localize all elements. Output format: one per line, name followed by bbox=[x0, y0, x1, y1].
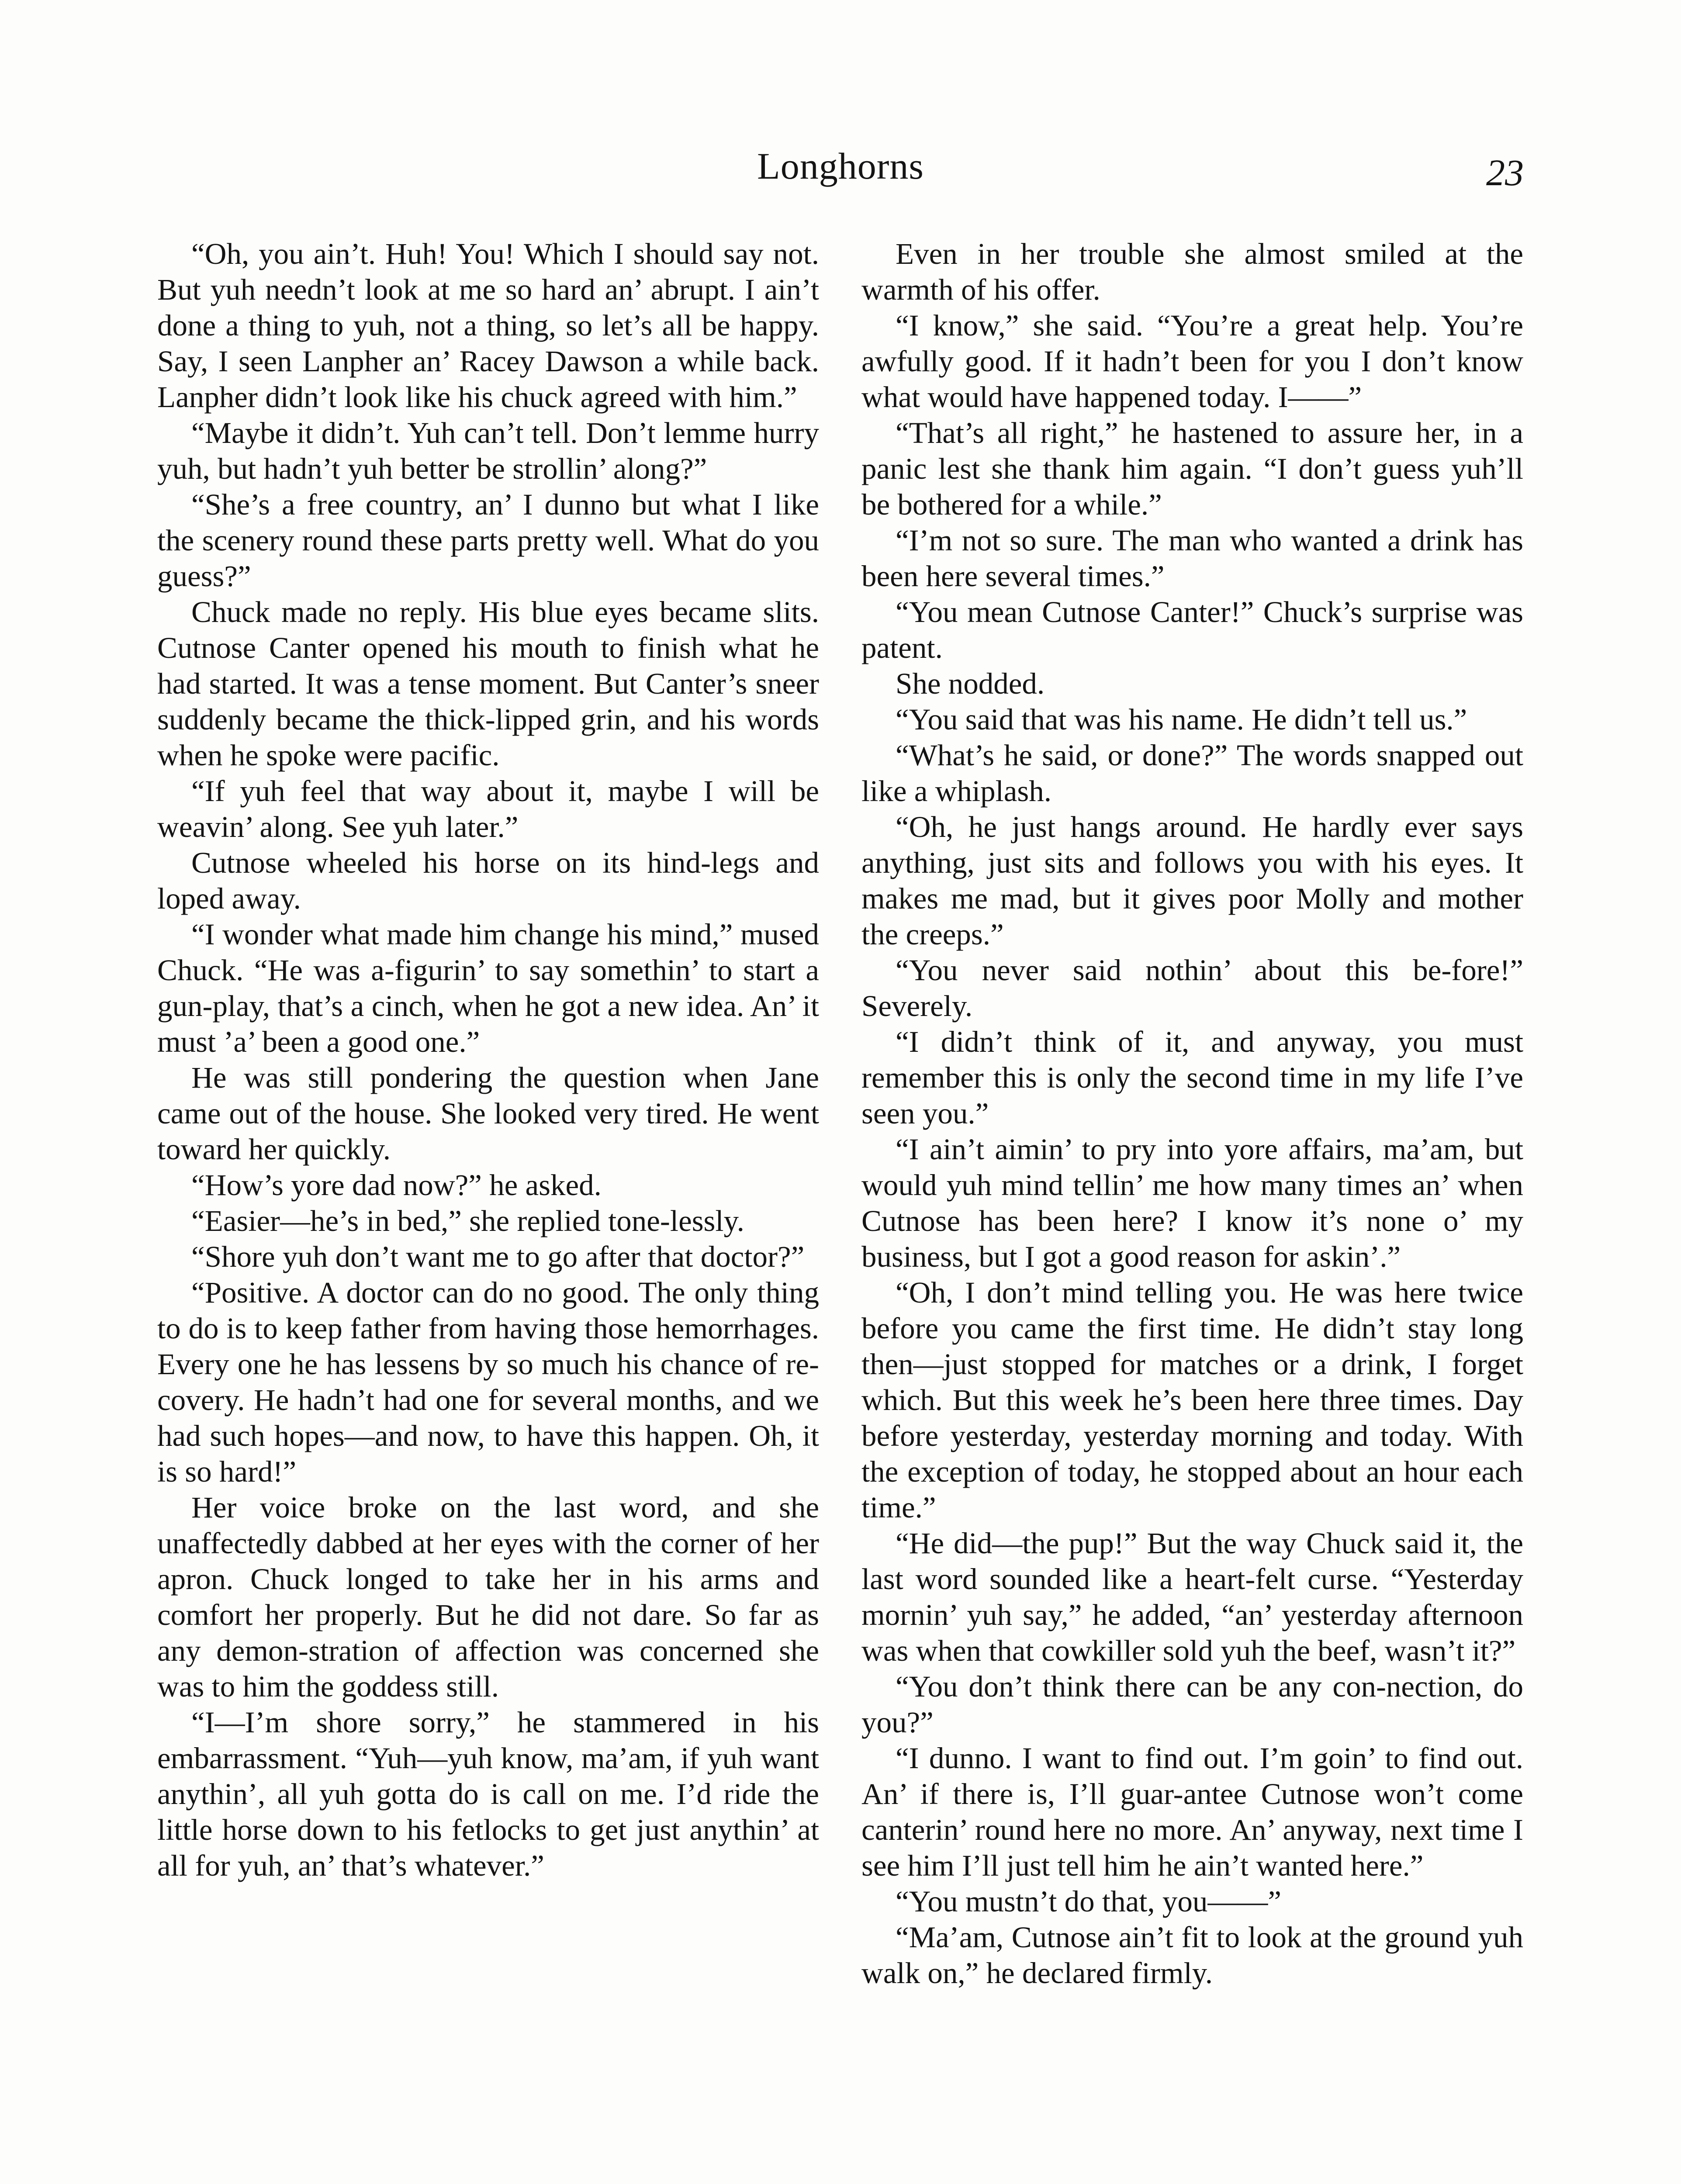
paragraph: “I—I’m shore sorry,” he stammered in his embarrassment. “Yuh—yuh know, ma’am, if yuh want anythin’, all yuh gotta do is call on me. I’d ride the little horse down to his fetlocks to get just anythin’ at all for yuh, an’ that’s whatever.” bbox=[157, 1706, 819, 1882]
paragraph: “He did—the pup!” But the way Chuck said it, the last word sounded like a heart-felt curse. “Yesterday mornin’ yuh say,” he added, “an’ yesterday afternoon was when that cowkiller sold yuh the beef, wasn’t it?” bbox=[861, 1527, 1523, 1667]
paragraph: “Shore yuh don’t want me to go after that doctor?” bbox=[191, 1240, 805, 1273]
paragraph: She nodded. bbox=[896, 667, 1045, 700]
right-text-column bbox=[861, 236, 1523, 1991]
paragraph: “What’s he said, or done?” The words snapped out like a whiplash. bbox=[861, 739, 1523, 808]
paragraph: “I dunno. I want to find out. I’m goin’ to find out. An’ if there is, I’ll guar-antee Cutnose won’t come canterin’ round here no more. An’ anyway, next time I see him I’ll just tell him he ain’t wanted here.” bbox=[861, 1742, 1523, 1882]
paragraph: Chuck made no reply. His blue eyes became slits. Cutnose Canter opened his mouth to finish what he had started. It was a tense moment. But Canter’s sneer suddenly became the thick-lipped grin, and his words when he spoke were pacific. bbox=[157, 595, 819, 772]
paragraph: “I didn’t think of it, and anyway, you must remember this is only the second time in my life I’ve seen you.” bbox=[861, 1025, 1523, 1130]
paragraph: “Easier—he’s in bed,” she replied tone-lessly. bbox=[191, 1204, 744, 1237]
paragraph: “I’m not so sure. The man who wanted a drink has been here several times.” bbox=[861, 524, 1523, 593]
paragraph: “If yuh feel that way about it, maybe I will be weavin’ along. See yuh later.” bbox=[157, 774, 819, 843]
paragraph: “You said that was his name. He didn’t tell us.” bbox=[896, 703, 1467, 736]
paragraph: “Oh, he just hangs around. He hardly ever says anything, just sits and follows you with his eyes. It makes me mad, but it gives poor Molly and mother the creeps.” bbox=[861, 810, 1523, 951]
paragraph: “You mustn’t do that, you——” bbox=[896, 1885, 1281, 1918]
paragraph: “Positive. A doctor can do no good. The only thing to do is to keep father from having those hemorrhages. Every one he has lessens by so much his chance of re-covery. He hadn’t had one for several months, and we had such hopes—and now, to have this happen. Oh, it is so hard!” bbox=[157, 1276, 819, 1488]
left-text-column bbox=[157, 236, 819, 1883]
paragraph: He was still pondering the question when Jane came out of the house. She looked very tired. He went toward her quickly. bbox=[157, 1061, 819, 1166]
paragraph: “You mean Cutnose Canter!” Chuck’s surprise was patent. bbox=[861, 595, 1523, 664]
paragraph: “How’s yore dad now?” he asked. bbox=[191, 1168, 602, 1202]
paragraph: “That’s all right,” he hastened to assure her, in a panic lest she thank him again. “I don’t guess yuh’ll be bothered for a while.” bbox=[861, 416, 1523, 521]
paragraph: “You never said nothin’ about this be-fore!” Severely. bbox=[861, 954, 1523, 1023]
paragraph: “I know,” she said. “You’re a great help. You’re awfully good. If it hadn’t been for you I don’t know what would have happened today. I——” bbox=[861, 309, 1523, 414]
paragraph: “Oh, I don’t mind telling you. He was here twice before you came the first time. He didn’t stay long then—just stopped for matches or a drink, I forget which. But this week he’s been here three times. Day before yesterday, yesterday morning and today. With the exception of today, he stopped about an hour each time.” bbox=[861, 1276, 1523, 1524]
paragraph: Cutnose wheeled his horse on its hind-legs and loped away. bbox=[157, 846, 819, 915]
page-number: 23 bbox=[1486, 152, 1524, 194]
paragraph: Even in her trouble she almost smiled at the warmth of his offer. bbox=[861, 237, 1523, 306]
paragraph: “She’s a free country, an’ I dunno but what I like the scenery round these parts pretty well. What do you guess?” bbox=[157, 488, 819, 593]
paragraph: Her voice broke on the last word, and she unaffectedly dabbed at her eyes with the corner of her apron. Chuck longed to take her in his arms and comfort her properly. But he did not dare. So far as any demon-stration of affection was concerned she was to him the goddess still. bbox=[157, 1491, 819, 1703]
paragraph: “You don’t think there can be any con-nection, do you?” bbox=[861, 1670, 1523, 1739]
paragraph: “I wonder what made him change his mind,” mused Chuck. “He was a-figurin’ to say somethin’ to start a gun-play, that’s a cinch, when he got a new idea. An’ it must ’a’ been a good one.” bbox=[157, 918, 819, 1058]
paragraph: “I ain’t aimin’ to pry into yore affairs, ma’am, but would yuh mind tellin’ me how many times an’ when Cutnose has been here? I know it’s none o’ my business, but I got a good reason for askin’.” bbox=[861, 1133, 1523, 1273]
paragraph: “Maybe it didn’t. Yuh can’t tell. Don’t lemme hurry yuh, but hadn’t yuh better be strollin’ along?” bbox=[157, 416, 819, 485]
paragraph: “Oh, you ain’t. Huh! You! Which I should say not. But yuh needn’t look at me so hard an’ abrupt. I ain’t done a thing to yuh, not a thing, so let’s all be happy. Say, I seen Lanpher an’ Racey Dawson a while back. Lanpher didn’t look like his chuck agreed with him.” bbox=[157, 237, 819, 414]
running-title: Longhorns bbox=[757, 145, 924, 187]
paragraph: “Ma’am, Cutnose ain’t fit to look at the ground yuh walk on,” he declared firmly. bbox=[861, 1921, 1523, 1990]
